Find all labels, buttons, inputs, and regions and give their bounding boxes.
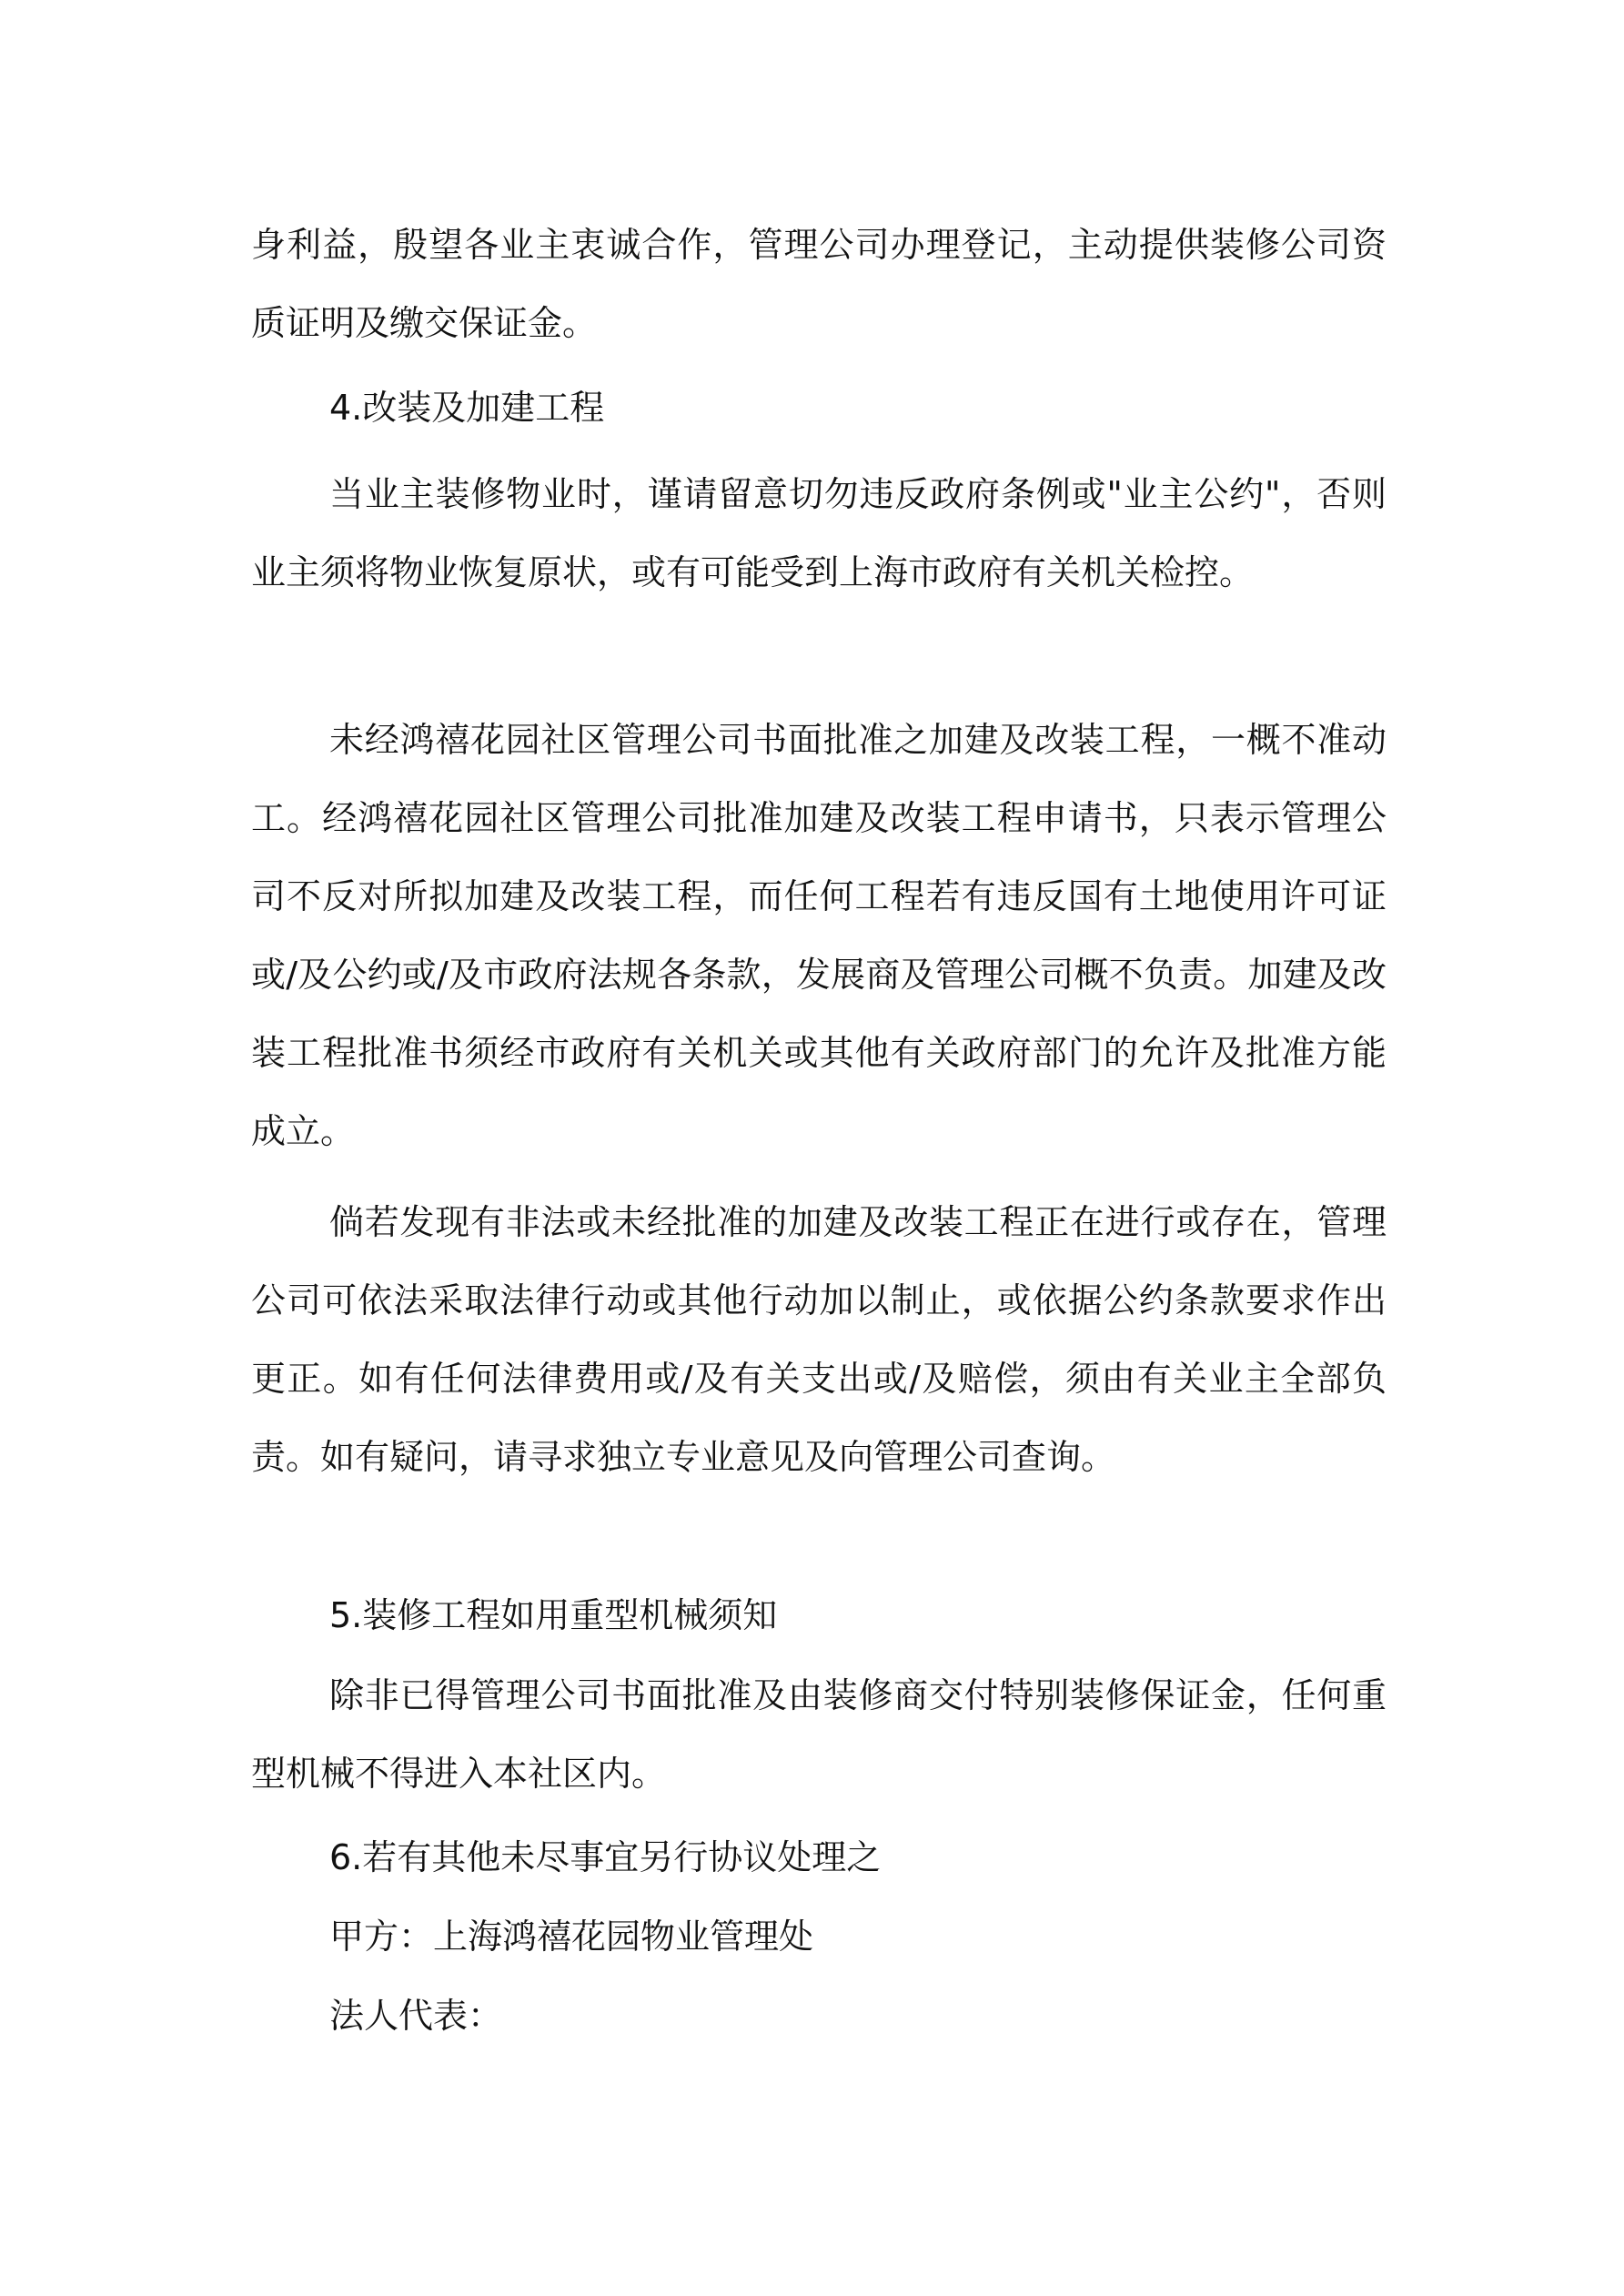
paragraph-heavy-machinery: 除非已得管理公司书面批准及由装修商交付特别装修保证金，任何重型机械不得进入本社区内。 <box>251 1675 1387 1794</box>
paragraph-illegal-works: 倘若发现有非法或未经批准的加建及改装工程正在进行或存在，管理公司可依法采取法律行动或其他行动加以制止，或依据公约条款要求作出更正。如有任何法律费用或/及有关支出或/及赔偿，须由有关业主全部负责。如有疑问，请寻求独立专业意见及向管理公司查询。 <box>251 1202 1387 1477</box>
paragraph-continuation: 身利益，殷望各业主衷诚合作，管理公司办理登记，主动提供装修公司资质证明及缴交保证金。 <box>251 225 1387 343</box>
section-heading-6: 6.若有其他未尽事宜另行协议处理之 <box>329 1837 882 1877</box>
party-a-line: 甲方：上海鸿禧花园物业管理处 <box>329 1917 814 1957</box>
legal-representative-line: 法人代表： <box>329 1996 503 2036</box>
paragraph-approval-required: 未经鸿禧花园社区管理公司书面批准之加建及改装工程，一概不准动工。经鸿禧花园社区管理公司批准加建及改装工程申请书，只表示管理公司不反对所拟加建及改装工程，而任何工程若有违反国有土地使用许可证或/及公约或/及市政府法规各条款，发展商及管理公司概不负责。加建及改装工程批准书须经市政府有关机关或其他有关政府部门的允许及批准方能成立。 <box>251 720 1387 1151</box>
section-heading-4: 4.改装及加建工程 <box>329 388 605 428</box>
section-heading-5: 5.装修工程如用重型机械须知 <box>329 1595 778 1635</box>
paragraph-renovation-notice: 当业主装修物业时，谨请留意切勿违反政府条例或"业主公约"，否则业主须将物业恢复原状，或有可能受到上海市政府有关机关检控。 <box>251 474 1387 592</box>
